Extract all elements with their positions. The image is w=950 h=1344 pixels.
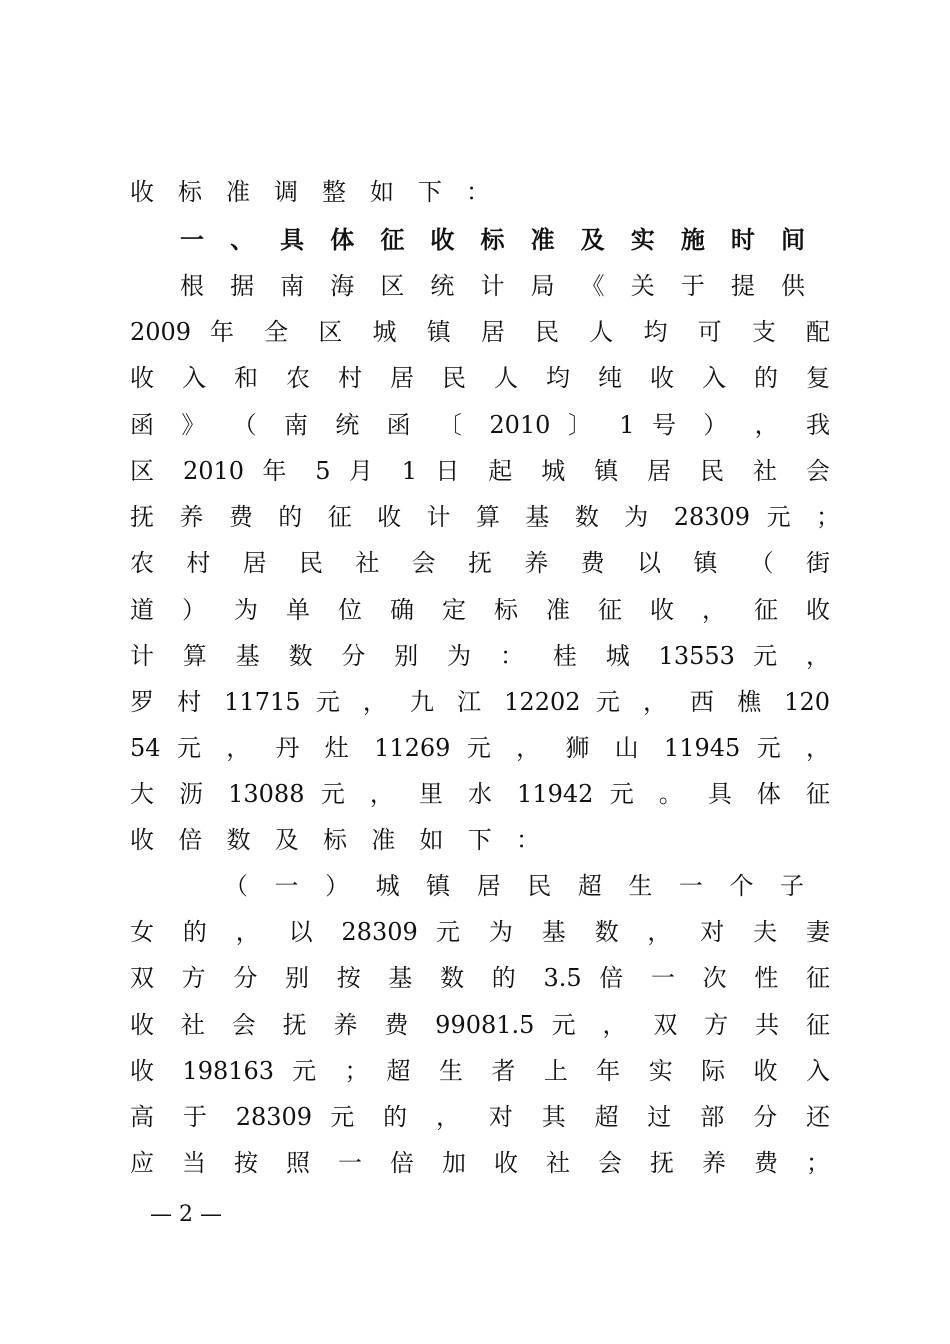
body-line-1: 收 标 准 调 整 如 下 ： — [130, 178, 490, 206]
body-line-17: 女 的 ， 以 28309 元 为 基 数 ， 对 夫 妻 — [130, 918, 830, 946]
body-line-12: 罗 村 11715 元 ， 九 江 12202 元 ， 西 樵 120 — [130, 688, 830, 716]
body-line-13: 54 元 ， 丹 灶 11269 元 ， 狮 山 11945 元 ， — [130, 734, 830, 762]
body-line-21: 高 于 28309 元 的 ， 对 其 超 过 部 分 还 — [130, 1103, 830, 1131]
body-line-19: 收 社 会 抚 养 费 99081.5 元 ， 双 方 共 征 — [130, 1011, 830, 1039]
body-line-20: 收 198163 元 ； 超 生 者 上 年 实 际 收 入 — [130, 1057, 830, 1085]
section-heading: 一 、 具 体 征 收 标 准 及 实 施 时 间 — [180, 226, 805, 254]
body-line-6: 函 》 （ 南 统 函 〔 2010 〕 1 号 ） ， 我 — [130, 411, 830, 439]
body-line-5: 收 入 和 农 村 居 民 人 均 纯 收 入 的 复 — [130, 364, 830, 392]
body-line-7: 区 2010 年 5 月 1 日 起 城 镇 居 民 社 会 — [130, 457, 830, 485]
page-number: — 2 — — [150, 1202, 222, 1227]
body-line-18: 双 方 分 别 按 基 数 的 3.5 倍 一 次 性 征 — [130, 964, 830, 992]
body-line-15: 收 倍 数 及 标 准 如 下 ： — [130, 826, 540, 854]
body-line-22: 应 当 按 照 一 倍 加 收 社 会 抚 养 费 ； — [130, 1149, 830, 1177]
body-line-9: 农 村 居 民 社 会 抚 养 费 以 镇 （ 街 — [130, 549, 830, 577]
body-line-14: 大 沥 13088 元 ， 里 水 11942 元 。 具 体 征 — [130, 780, 830, 808]
body-line-8: 抚 养 费 的 征 收 计 算 基 数 为 28309 元 ； — [130, 503, 840, 531]
body-line-10: 道 ） 为 单 位 确 定 标 准 征 收 ， 征 收 — [130, 596, 830, 624]
body-line-4: 2009 年 全 区 城 镇 居 民 人 均 可 支 配 — [130, 318, 830, 346]
body-line-3: 根 据 南 海 区 统 计 局 《 关 于 提 供 — [180, 272, 805, 300]
body-line-11: 计 算 基 数 分 别 为 ： 桂 城 13553 元 ， — [130, 642, 830, 670]
subsection-line-16: （ 一 ） 城 镇 居 民 超 生 一 个 子 — [224, 872, 804, 900]
